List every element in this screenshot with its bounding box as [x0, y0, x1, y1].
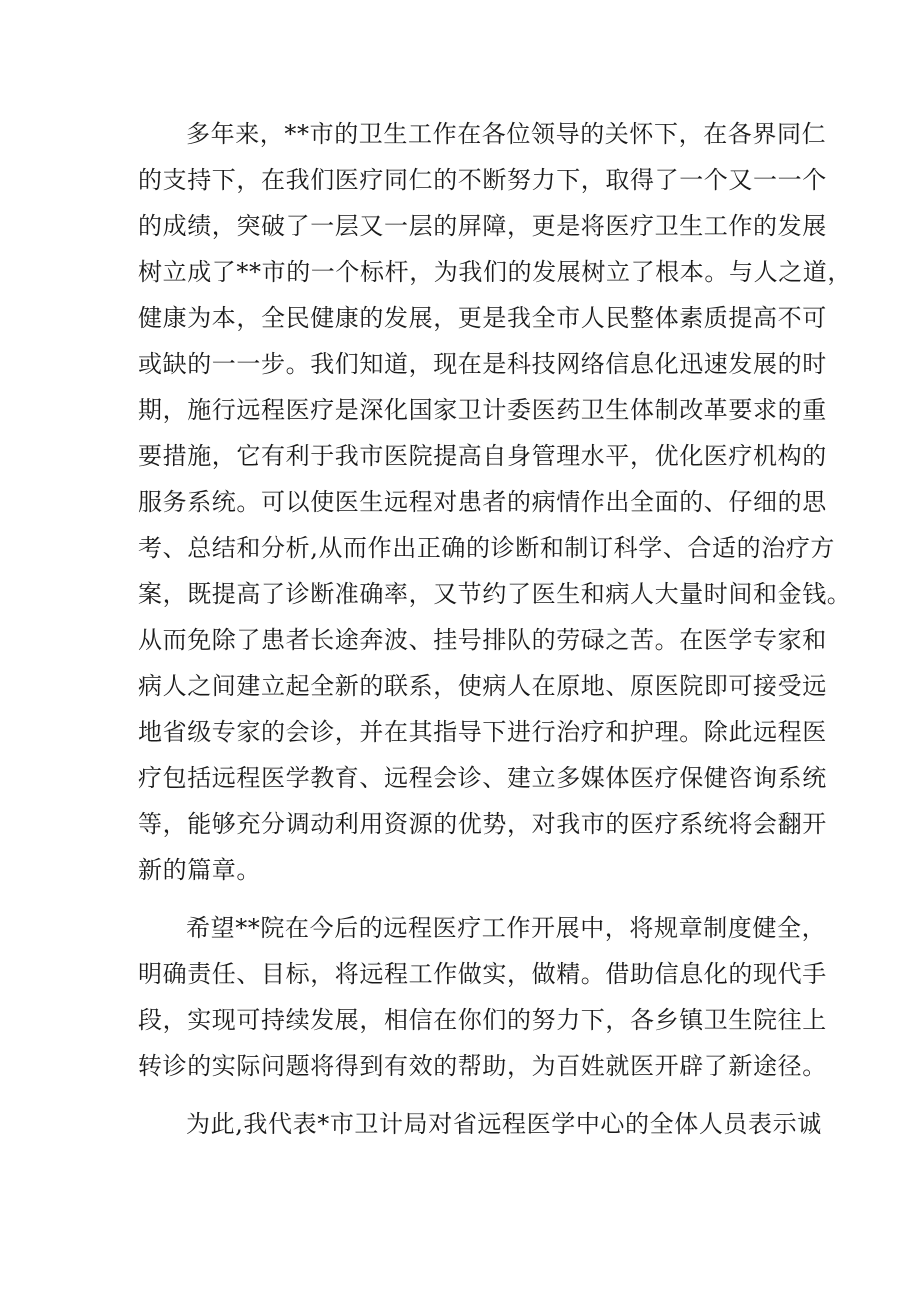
paragraph-line: 考、总结和分析,从而作出正确的诊断和制订科学、合适的治疗方: [138, 534, 836, 562]
paragraph-line: 树立成了**市的一个标杆，为我们的发展树立了根本。与人之道，: [138, 258, 852, 286]
paragraph-line: 为此,我代表*市卫计局对省远程医学中心的全体人员表示诚: [186, 1110, 822, 1138]
paragraph-line: 从而免除了患者长途奔波、挂号排队的劳碌之苦。在医学专家和: [138, 626, 827, 654]
paragraph-line: 转诊的实际问题将得到有效的帮助，为百姓就医开辟了新途径。: [138, 1052, 827, 1080]
paragraph-line: 健康为本，全民健康的发展，更是我全市人民整体素质提高不可: [138, 304, 827, 332]
paragraph-line: 要措施，它有利于我市医院提高自身管理水平，优化医疗机构的: [138, 442, 827, 470]
paragraph-line: 或缺的一一步。我们知道，现在是科技网络信息化迅速发展的时: [138, 350, 827, 378]
paragraph-line: 段，实现可持续发展，相信在你们的努力下，各乡镇卫生院往上: [138, 1006, 827, 1034]
paragraph-line: 明确责任、目标，将远程工作做实，做精。借助信息化的现代手: [138, 960, 827, 988]
paragraph-line: 期，施行远程医疗是深化国家卫计委医药卫生体制改革要求的重: [138, 396, 827, 424]
paragraph-line: 多年来，**市的卫生工作在各位领导的关怀下，在各界同仁: [186, 120, 827, 148]
paragraph-line: 希望**院在今后的远程医疗工作开展中，将规章制度健全，: [186, 914, 827, 942]
paragraph-line: 疗包括远程医学教育、远程会诊、建立多媒体医疗保健咨询系统: [138, 764, 827, 792]
paragraph-line: 病人之间建立起全新的联系，使病人在原地、原医院即可接受远: [138, 672, 827, 700]
paragraph-line: 等，能够充分调动利用资源的优势，对我市的医疗系统将会翻开: [138, 810, 827, 838]
paragraph-line: 的成绩，突破了一层又一层的屏障，更是将医疗卫生工作的发展: [138, 212, 827, 240]
paragraph-line: 新的篇章。: [138, 856, 261, 884]
paragraph-line: 案，既提高了诊断准确率，又节约了医生和病人大量时间和金钱。: [138, 580, 852, 608]
paragraph-line: 地省级专家的会诊，并在其指导下进行治疗和护理。除此远程医: [138, 718, 827, 746]
paragraph-line: 的支持下，在我们医疗同仁的不断努力下，取得了一个又一一个: [138, 166, 827, 194]
paragraph-line: 服务系统。可以使医生远程对患者的病情作出全面的、仔细的思: [138, 488, 827, 516]
